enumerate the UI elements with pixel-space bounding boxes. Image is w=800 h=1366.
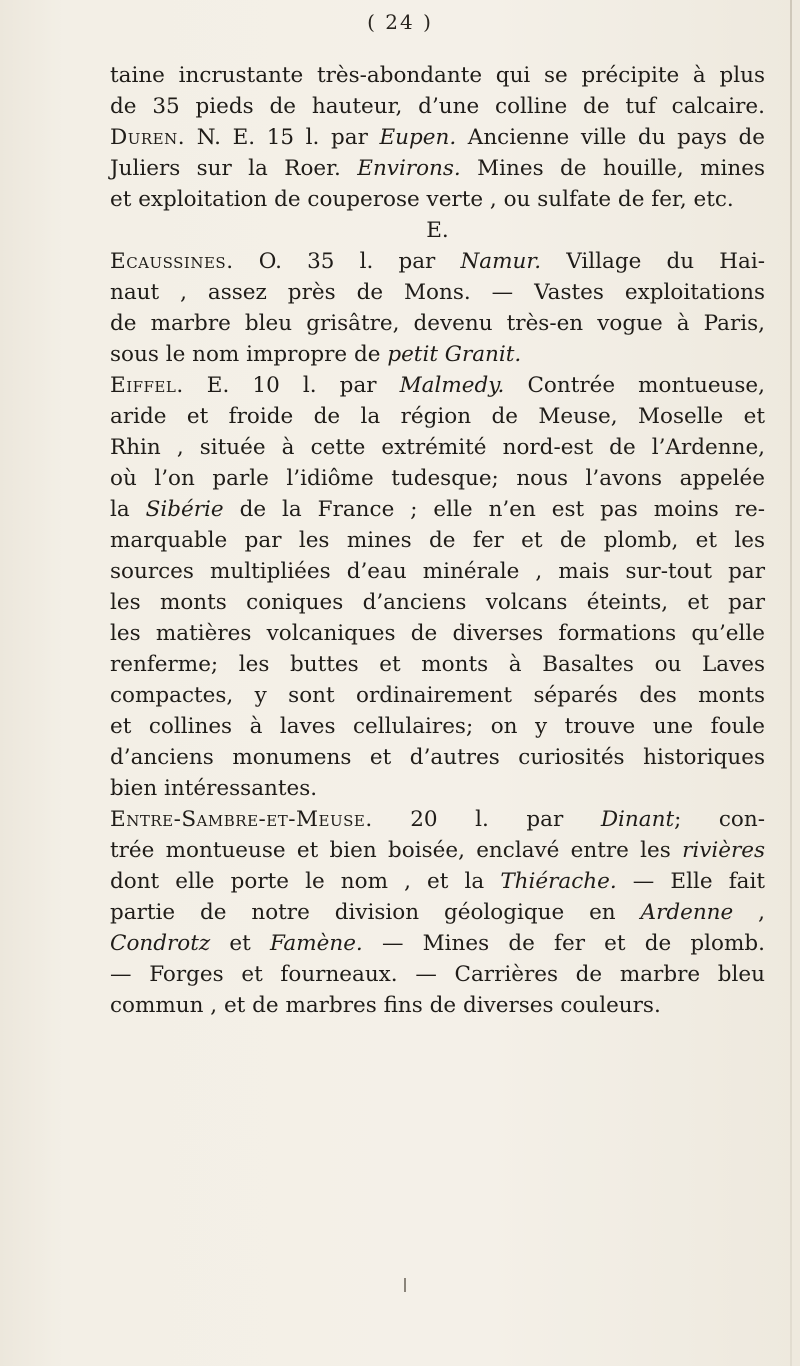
text-run: partie de notre division géologique en — [110, 900, 641, 925]
text-run: — Elle fait — [616, 869, 765, 894]
text-line — [110, 308, 765, 339]
text-run: les monts coniques d’anciens volcans éteints, et par — [110, 590, 765, 615]
italic-text: Ardenne — [640, 900, 734, 925]
text-run: renferme; les buttes et monts à Basaltes ou Laves — [110, 652, 765, 677]
text-line — [110, 742, 765, 773]
text-run: sources multipliées d’eau minérale , mais sur-tout par — [110, 559, 765, 584]
print-mark — [404, 1278, 406, 1292]
entry-heading: Eiffel. — [110, 373, 184, 398]
text-line — [110, 680, 765, 711]
text-run: où l’on parle l’idiôme tudesque; nous l’avons appelée — [110, 466, 765, 491]
italic-text: Namur. — [460, 249, 542, 274]
text-line — [110, 215, 765, 246]
text-run: 20 l. par — [372, 807, 601, 832]
text-line — [110, 866, 765, 897]
text-line — [110, 804, 765, 835]
text-run: , — [733, 900, 765, 925]
entry-heading: Ecaussines. — [110, 249, 234, 274]
text-line — [110, 463, 765, 494]
text-line — [110, 897, 765, 928]
text-run: sous le nom impropre de — [110, 342, 388, 367]
text-run: dont elle porte le nom , et la — [110, 869, 501, 894]
text-line — [110, 711, 765, 742]
text-line — [110, 525, 765, 556]
text-line — [110, 153, 765, 184]
text-line — [110, 370, 765, 401]
text-run: — Mines de fer et de plomb. — [362, 931, 765, 956]
text-line — [110, 618, 765, 649]
text-run: Rhin , située à cette extrémité nord-est de l’Ardenne, — [110, 435, 765, 460]
text-run: E. 10 l. par — [183, 373, 400, 398]
text-run: ; con- — [674, 807, 765, 832]
entry-heading: Duren. — [110, 125, 186, 150]
text-run: d’anciens monumens et d’autres curiosités historiques — [110, 745, 765, 770]
text-run: et exploitation de couperose verte , ou sulfate de fer, etc. — [110, 187, 734, 212]
entry-heading: Entre-Sambre-et-Meuse. — [110, 807, 373, 832]
text-line — [110, 60, 765, 91]
text-run: compactes, y sont ordinairement séparés des monts — [110, 683, 765, 708]
text-line — [110, 122, 765, 153]
text-run: Juliers sur la Roer. — [110, 156, 358, 181]
body-text — [110, 60, 765, 1021]
text-run: de marbre bleu grisâtre, devenu très-en vogue à Paris, — [110, 311, 765, 336]
text-run: bien intéressantes. — [110, 776, 318, 801]
text-line — [110, 339, 765, 370]
text-run: E. — [426, 218, 449, 243]
text-run: Village du Hai- — [541, 249, 765, 274]
text-line — [110, 246, 765, 277]
text-run: taine incrustante très-abondante qui se précipite à plus — [110, 63, 765, 88]
text-line — [110, 556, 765, 587]
text-run: Mines de houille, mines — [460, 156, 765, 181]
italic-text: rivières — [682, 838, 765, 863]
text-line — [110, 277, 765, 308]
text-run: — Forges et fourneaux. — Carrières de marbre bleu — [110, 962, 765, 987]
text-run: marquable par les mines de fer et de plomb, et les — [110, 528, 765, 553]
page-edge — [790, 0, 792, 1366]
text-run: et — [210, 931, 270, 956]
text-run: Ancienne ville du pays de — [456, 125, 766, 150]
text-line — [110, 835, 765, 866]
text-line — [110, 587, 765, 618]
text-line — [110, 990, 765, 1021]
page-number: ( 24 ) — [367, 10, 433, 34]
text-run: les matières volcaniques de diverses formations qu’elle — [110, 621, 765, 646]
text-run: la — [110, 497, 146, 522]
text-line — [110, 432, 765, 463]
text-line — [110, 959, 765, 990]
text-run: O. 35 l. par — [233, 249, 461, 274]
text-run: commun , et de marbres fins de diverses couleurs. — [110, 993, 661, 1018]
text-line — [110, 773, 765, 804]
text-run: de la France ; elle n’en est pas moins re- — [223, 497, 765, 522]
text-line — [110, 401, 765, 432]
text-line — [110, 184, 765, 215]
text-line — [110, 928, 765, 959]
text-run: de 35 pieds de hauteur, d’une colline de tuf calcaire. — [110, 94, 765, 119]
text-run: et collines à laves cellulaires; on y trouve une foule — [110, 714, 765, 739]
italic-text: Thiérache. — [500, 869, 617, 894]
italic-text: Famène. — [269, 931, 363, 956]
italic-text: Environs. — [357, 156, 461, 181]
italic-text: Malmedy. — [399, 373, 505, 398]
text-run: trée montueuse et bien boisée, enclavé entre les — [110, 838, 683, 863]
text-run: naut , assez près de Mons. — Vastes exploitations — [110, 280, 765, 305]
text-line — [110, 494, 765, 525]
text-line — [110, 91, 765, 122]
text-line — [110, 649, 765, 680]
italic-text: Condrotz — [110, 931, 211, 956]
text-run: aride et froide de la région de Meuse, Moselle et — [110, 404, 765, 429]
text-run: N. E. 15 l. par — [185, 125, 380, 150]
text-run: Contrée montueuse, — [504, 373, 765, 398]
italic-text: petit Granit. — [387, 342, 522, 367]
italic-text: Dinant — [600, 807, 675, 832]
italic-text: Eupen. — [379, 125, 457, 150]
italic-text: Sibérie — [145, 497, 224, 522]
